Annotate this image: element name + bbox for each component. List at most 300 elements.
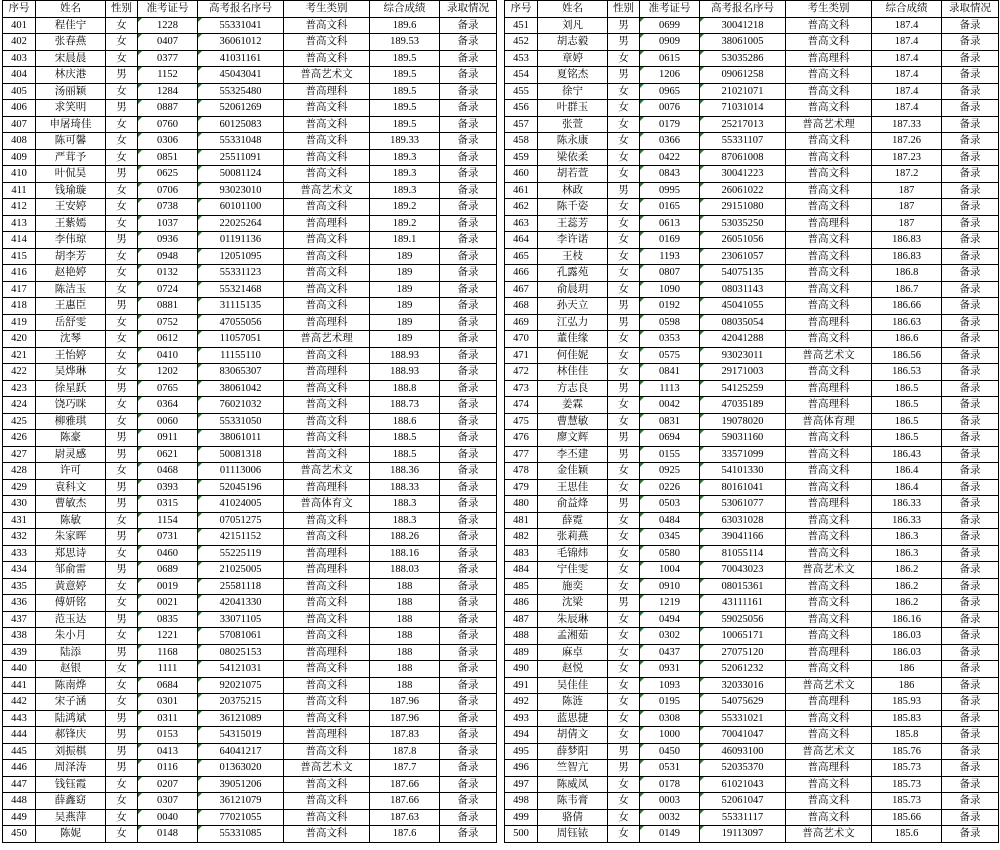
seq-cell: 411 — [3, 182, 36, 199]
exam-id-cell: 0612 — [138, 331, 198, 348]
category-cell: 普高理科 — [284, 545, 370, 562]
exam-id-cell: 0366 — [640, 133, 700, 150]
registration-no-cell: 08025153 — [198, 644, 284, 661]
gender-cell: 女 — [608, 83, 640, 100]
table-row — [3, 364, 497, 381]
table-row — [3, 232, 497, 249]
score-cell: 189.5 — [370, 83, 440, 100]
admission-status-cell: 备录 — [942, 628, 999, 645]
seq-cell: 490 — [505, 661, 538, 678]
name-cell: 刘振棋 — [36, 743, 106, 760]
gender-cell: 男 — [106, 380, 138, 397]
score-cell: 189.5 — [370, 116, 440, 133]
gender-cell: 女 — [608, 479, 640, 496]
table-row — [3, 182, 497, 199]
admission-status-cell: 备录 — [942, 116, 999, 133]
seq-cell: 445 — [3, 743, 36, 760]
registration-no-cell: 42041330 — [198, 595, 284, 612]
registration-no-cell: 12051095 — [198, 248, 284, 265]
name-cell: 骆倩 — [538, 809, 608, 826]
seq-cell: 416 — [3, 265, 36, 282]
exam-id-cell: 0910 — [640, 578, 700, 595]
admission-status-cell: 备录 — [942, 743, 999, 760]
seq-cell: 461 — [505, 182, 538, 199]
category-cell: 普高理科 — [284, 479, 370, 496]
name-cell: 李丕建 — [538, 446, 608, 463]
admission-status-cell: 备录 — [440, 34, 497, 51]
gender-cell: 男 — [106, 496, 138, 513]
admission-status-cell: 备录 — [942, 430, 999, 447]
registration-no-cell: 25217013 — [700, 116, 786, 133]
category-cell: 普高文科 — [786, 248, 872, 265]
column-header: 序号 — [505, 1, 538, 18]
name-cell: 袁科文 — [36, 479, 106, 496]
exam-id-cell: 0306 — [138, 133, 198, 150]
seq-cell: 444 — [3, 727, 36, 744]
exam-id-cell: 0308 — [640, 710, 700, 727]
exam-id-cell: 0936 — [138, 232, 198, 249]
table-row — [3, 628, 497, 645]
category-cell: 普高理科 — [284, 83, 370, 100]
admission-status-cell: 备录 — [942, 611, 999, 628]
category-cell: 普高文科 — [786, 364, 872, 381]
table-row — [505, 17, 999, 34]
category-cell: 普高文科 — [284, 430, 370, 447]
admission-status-cell: 备录 — [440, 331, 497, 348]
table-row — [3, 595, 497, 612]
exam-id-cell: 0841 — [640, 364, 700, 381]
name-cell: 毛锦炜 — [538, 545, 608, 562]
table-row — [505, 116, 999, 133]
seq-cell: 496 — [505, 760, 538, 777]
registration-no-cell: 25581118 — [198, 578, 284, 595]
name-cell: 陈韦膏 — [538, 793, 608, 810]
category-cell: 普高艺术文 — [284, 182, 370, 199]
table-row — [3, 116, 497, 133]
admission-status-cell: 备录 — [942, 166, 999, 183]
exam-id-cell: 0393 — [138, 479, 198, 496]
category-cell: 普高文科 — [284, 743, 370, 760]
name-cell: 何佳妮 — [538, 347, 608, 364]
exam-id-cell: 0076 — [640, 100, 700, 117]
score-cell: 185.66 — [872, 809, 942, 826]
category-cell: 普高艺术文 — [786, 347, 872, 364]
score-cell: 188.73 — [370, 397, 440, 414]
table-row — [3, 100, 497, 117]
seq-cell: 453 — [505, 50, 538, 67]
score-cell: 186.33 — [872, 496, 942, 513]
seq-cell: 488 — [505, 628, 538, 645]
name-cell: 叶侃昊 — [36, 166, 106, 183]
seq-cell: 432 — [3, 529, 36, 546]
table-row — [3, 265, 497, 282]
seq-cell: 415 — [3, 248, 36, 265]
score-cell: 188 — [370, 628, 440, 645]
category-cell: 普高文科 — [284, 116, 370, 133]
exam-id-cell: 0575 — [640, 347, 700, 364]
score-cell: 189.3 — [370, 182, 440, 199]
score-cell: 187.4 — [872, 83, 942, 100]
score-cell: 189 — [370, 281, 440, 298]
gender-cell: 女 — [106, 776, 138, 793]
score-cell: 185.83 — [872, 710, 942, 727]
table-row — [3, 545, 497, 562]
exam-id-cell: 0149 — [640, 826, 700, 843]
name-cell: 吴佳佳 — [538, 677, 608, 694]
category-cell: 普高文科 — [284, 17, 370, 34]
registration-no-cell: 55331048 — [198, 133, 284, 150]
score-cell: 187.4 — [872, 34, 942, 51]
score-cell: 189.5 — [370, 100, 440, 117]
table-row — [3, 83, 497, 100]
exam-id-cell: 0116 — [138, 760, 198, 777]
exam-id-cell: 0226 — [640, 479, 700, 496]
seq-cell: 459 — [505, 149, 538, 166]
category-cell: 普高文科 — [284, 809, 370, 826]
exam-id-cell: 0345 — [640, 529, 700, 546]
score-cell: 188 — [370, 595, 440, 612]
exam-id-cell: 1154 — [138, 512, 198, 529]
name-cell: 薛鑫窈 — [36, 793, 106, 810]
exam-id-cell: 0422 — [640, 149, 700, 166]
seq-cell: 446 — [3, 760, 36, 777]
exam-id-cell: 0724 — [138, 281, 198, 298]
category-cell: 普高文科 — [284, 628, 370, 645]
admission-status-cell: 备录 — [942, 826, 999, 843]
score-cell: 188 — [370, 677, 440, 694]
exam-id-cell: 0307 — [138, 793, 198, 810]
category-cell: 普高文科 — [284, 413, 370, 430]
admission-status-cell: 备录 — [440, 595, 497, 612]
gender-cell: 女 — [106, 677, 138, 694]
admission-status-cell: 备录 — [942, 512, 999, 529]
score-cell: 185.6 — [872, 826, 942, 843]
registration-no-cell: 87061008 — [700, 149, 786, 166]
seq-cell: 460 — [505, 166, 538, 183]
score-cell: 186.5 — [872, 380, 942, 397]
table-row — [505, 562, 999, 579]
seq-cell: 407 — [3, 116, 36, 133]
exam-id-cell: 1004 — [640, 562, 700, 579]
registration-no-cell: 10065171 — [700, 628, 786, 645]
score-cell: 188.36 — [370, 463, 440, 480]
gender-cell: 男 — [106, 760, 138, 777]
gender-cell: 女 — [106, 628, 138, 645]
score-cell: 186.3 — [872, 545, 942, 562]
score-cell: 188.8 — [370, 380, 440, 397]
category-cell: 普高文科 — [786, 710, 872, 727]
gender-cell: 女 — [608, 644, 640, 661]
gender-cell: 女 — [608, 281, 640, 298]
name-cell: 章婷 — [538, 50, 608, 67]
gender-cell: 女 — [106, 34, 138, 51]
registration-no-cell: 23061057 — [700, 248, 786, 265]
score-cell: 189 — [370, 298, 440, 315]
registration-no-cell: 92021075 — [198, 677, 284, 694]
name-cell: 陆鸿斌 — [36, 710, 106, 727]
score-cell: 187.26 — [872, 133, 942, 150]
seq-cell: 492 — [505, 694, 538, 711]
admission-status-cell: 备录 — [942, 149, 999, 166]
registration-no-cell: 08015361 — [700, 578, 786, 595]
registration-no-cell: 60125083 — [198, 116, 284, 133]
table-row — [3, 133, 497, 150]
seq-cell: 470 — [505, 331, 538, 348]
category-cell: 普高理科 — [786, 380, 872, 397]
seq-cell: 425 — [3, 413, 36, 430]
table-row — [505, 215, 999, 232]
header-row — [3, 1, 497, 18]
exam-id-cell: 0021 — [138, 595, 198, 612]
registration-no-cell: 63031028 — [700, 512, 786, 529]
registration-no-cell: 53061077 — [700, 496, 786, 513]
seq-cell: 442 — [3, 694, 36, 711]
name-cell: 宁佳雯 — [538, 562, 608, 579]
admission-status-cell: 备录 — [440, 166, 497, 183]
admission-status-cell: 备录 — [440, 727, 497, 744]
score-cell: 188.03 — [370, 562, 440, 579]
category-cell: 普高文科 — [284, 793, 370, 810]
admission-status-cell: 备录 — [942, 199, 999, 216]
gender-cell: 女 — [608, 166, 640, 183]
name-cell: 求笑明 — [36, 100, 106, 117]
table-row — [505, 182, 999, 199]
registration-no-cell: 21021071 — [700, 83, 786, 100]
table-row — [505, 331, 999, 348]
registration-no-cell: 32033016 — [700, 677, 786, 694]
exam-id-cell: 0494 — [640, 611, 700, 628]
seq-cell: 500 — [505, 826, 538, 843]
admission-status-cell: 备录 — [440, 100, 497, 117]
name-cell: 吴烨琳 — [36, 364, 106, 381]
name-cell: 陈洁玉 — [36, 281, 106, 298]
score-cell: 187.4 — [872, 50, 942, 67]
seq-cell: 406 — [3, 100, 36, 117]
admission-status-cell: 备录 — [440, 17, 497, 34]
exam-id-cell: 1000 — [640, 727, 700, 744]
exam-id-cell: 0207 — [138, 776, 198, 793]
seq-cell: 482 — [505, 529, 538, 546]
gender-cell: 男 — [106, 166, 138, 183]
seq-cell: 469 — [505, 314, 538, 331]
gender-cell: 女 — [608, 397, 640, 414]
exam-id-cell: 0315 — [138, 496, 198, 513]
registration-no-cell: 46093100 — [700, 743, 786, 760]
registration-no-cell: 55225119 — [198, 545, 284, 562]
exam-id-cell: 0887 — [138, 100, 198, 117]
gender-cell: 女 — [106, 199, 138, 216]
name-cell: 朱辰琳 — [538, 611, 608, 628]
category-cell: 普高文科 — [284, 50, 370, 67]
category-cell: 普高体育理 — [786, 413, 872, 430]
admission-status-cell: 备录 — [942, 281, 999, 298]
exam-id-cell: 0843 — [640, 166, 700, 183]
name-cell: 张莉燕 — [538, 529, 608, 546]
exam-id-cell: 0165 — [640, 199, 700, 216]
name-cell: 朱家晖 — [36, 529, 106, 546]
category-cell: 普高艺术文 — [786, 562, 872, 579]
admission-status-cell: 备录 — [440, 265, 497, 282]
category-cell: 普高艺术理 — [284, 331, 370, 348]
exam-id-cell: 0731 — [138, 529, 198, 546]
seq-cell: 409 — [3, 149, 36, 166]
table-row — [505, 248, 999, 265]
name-cell: 沈琴 — [36, 331, 106, 348]
exam-id-cell: 0684 — [138, 677, 198, 694]
admission-status-cell: 备录 — [440, 760, 497, 777]
seq-cell: 413 — [3, 215, 36, 232]
admission-status-cell: 备录 — [440, 710, 497, 727]
gender-cell: 女 — [608, 265, 640, 282]
registration-no-cell: 54121031 — [198, 661, 284, 678]
admission-status-cell: 备录 — [942, 413, 999, 430]
seq-cell: 468 — [505, 298, 538, 315]
score-cell: 186.83 — [872, 248, 942, 265]
admission-status-cell: 备录 — [440, 67, 497, 84]
name-cell: 叶群玉 — [538, 100, 608, 117]
score-cell: 187.4 — [872, 17, 942, 34]
category-cell: 普高文科 — [284, 677, 370, 694]
seq-cell: 404 — [3, 67, 36, 84]
score-cell: 187.4 — [872, 67, 942, 84]
seq-cell: 473 — [505, 380, 538, 397]
seq-cell: 443 — [3, 710, 36, 727]
name-cell: 钱钰霞 — [36, 776, 106, 793]
category-cell: 普高文科 — [284, 34, 370, 51]
table-row — [3, 380, 497, 397]
seq-cell: 448 — [3, 793, 36, 810]
name-cell: 俞益烽 — [538, 496, 608, 513]
admission-status-cell: 备录 — [942, 809, 999, 826]
registration-no-cell: 31115135 — [198, 298, 284, 315]
table-row — [3, 50, 497, 67]
admission-status-cell: 备录 — [440, 248, 497, 265]
table-row — [3, 694, 497, 711]
registration-no-cell: 47035189 — [700, 397, 786, 414]
score-cell: 186.5 — [872, 413, 942, 430]
registration-no-cell: 54315019 — [198, 727, 284, 744]
registration-no-cell: 54075629 — [700, 694, 786, 711]
registration-no-cell: 25511091 — [198, 149, 284, 166]
seq-cell: 435 — [3, 578, 36, 595]
score-cell: 186.53 — [872, 364, 942, 381]
registration-no-cell: 21025005 — [198, 562, 284, 579]
table-row — [3, 215, 497, 232]
exam-id-cell: 1221 — [138, 628, 198, 645]
gender-cell: 男 — [608, 298, 640, 315]
registration-no-cell: 41031161 — [198, 50, 284, 67]
score-cell: 186.6 — [872, 331, 942, 348]
admission-status-cell: 备录 — [440, 215, 497, 232]
registration-no-cell: 01363020 — [198, 760, 284, 777]
table-row — [3, 199, 497, 216]
exam-id-cell: 0925 — [640, 463, 700, 480]
category-cell: 普高文科 — [786, 446, 872, 463]
category-cell: 普高文科 — [786, 281, 872, 298]
table-row — [3, 496, 497, 513]
score-cell: 189.1 — [370, 232, 440, 249]
category-cell: 普高文科 — [786, 133, 872, 150]
category-cell: 普高艺术理 — [786, 116, 872, 133]
exam-id-cell: 0689 — [138, 562, 198, 579]
name-cell: 薛梦阳 — [538, 743, 608, 760]
name-cell: 吴燕萍 — [36, 809, 106, 826]
column-header: 高考报名序号 — [700, 1, 786, 18]
exam-id-cell: 0468 — [138, 463, 198, 480]
category-cell: 普高理科 — [284, 644, 370, 661]
seq-cell: 466 — [505, 265, 538, 282]
category-cell: 普高理科 — [284, 314, 370, 331]
admission-status-cell: 备录 — [440, 545, 497, 562]
exam-id-cell: 0706 — [138, 182, 198, 199]
exam-id-cell: 0032 — [640, 809, 700, 826]
exam-id-cell: 0353 — [640, 331, 700, 348]
seq-cell: 412 — [3, 199, 36, 216]
registration-no-cell: 42041288 — [700, 331, 786, 348]
registration-no-cell: 52061232 — [700, 661, 786, 678]
registration-no-cell: 36121089 — [198, 710, 284, 727]
exam-id-cell: 1168 — [138, 644, 198, 661]
exam-id-cell: 0598 — [640, 314, 700, 331]
registration-no-cell: 57081061 — [198, 628, 284, 645]
score-cell: 186.56 — [872, 347, 942, 364]
seq-cell: 475 — [505, 413, 538, 430]
gender-cell: 女 — [608, 578, 640, 595]
category-cell: 普高文科 — [284, 710, 370, 727]
gender-cell: 男 — [608, 446, 640, 463]
gender-cell: 男 — [106, 446, 138, 463]
name-cell: 郝锋庆 — [36, 727, 106, 744]
gender-cell: 男 — [608, 595, 640, 612]
column-header: 姓名 — [36, 1, 106, 18]
exam-id-cell: 0019 — [138, 578, 198, 595]
admission-status-cell: 备录 — [440, 281, 497, 298]
seq-cell: 472 — [505, 364, 538, 381]
admission-status-cell: 备录 — [440, 314, 497, 331]
name-cell: 申屠琦佳 — [36, 116, 106, 133]
table-row — [3, 578, 497, 595]
table-row — [505, 743, 999, 760]
exam-id-cell: 1202 — [138, 364, 198, 381]
seq-cell: 449 — [3, 809, 36, 826]
registration-no-cell: 76021032 — [198, 397, 284, 414]
exam-id-cell: 0835 — [138, 611, 198, 628]
table-row — [3, 17, 497, 34]
exam-id-cell: 0613 — [640, 215, 700, 232]
exam-id-cell: 0178 — [640, 776, 700, 793]
name-cell: 张萱 — [538, 116, 608, 133]
gender-cell: 女 — [608, 248, 640, 265]
admission-status-cell: 备录 — [942, 463, 999, 480]
gender-cell: 女 — [608, 50, 640, 67]
table-row — [3, 776, 497, 793]
seq-cell: 417 — [3, 281, 36, 298]
seq-cell: 441 — [3, 677, 36, 694]
name-cell: 傅妍铭 — [36, 595, 106, 612]
gender-cell: 女 — [106, 265, 138, 282]
admission-status-cell: 备录 — [440, 826, 497, 843]
gender-cell: 女 — [608, 199, 640, 216]
seq-cell: 462 — [505, 199, 538, 216]
name-cell: 金佳颖 — [538, 463, 608, 480]
exam-id-cell: 0621 — [138, 446, 198, 463]
category-cell: 普高文科 — [786, 430, 872, 447]
name-cell: 钱瑜璇 — [36, 182, 106, 199]
seq-cell: 467 — [505, 281, 538, 298]
registration-no-cell: 08035054 — [700, 314, 786, 331]
exam-id-cell: 0042 — [640, 397, 700, 414]
name-cell: 陈敏 — [36, 512, 106, 529]
